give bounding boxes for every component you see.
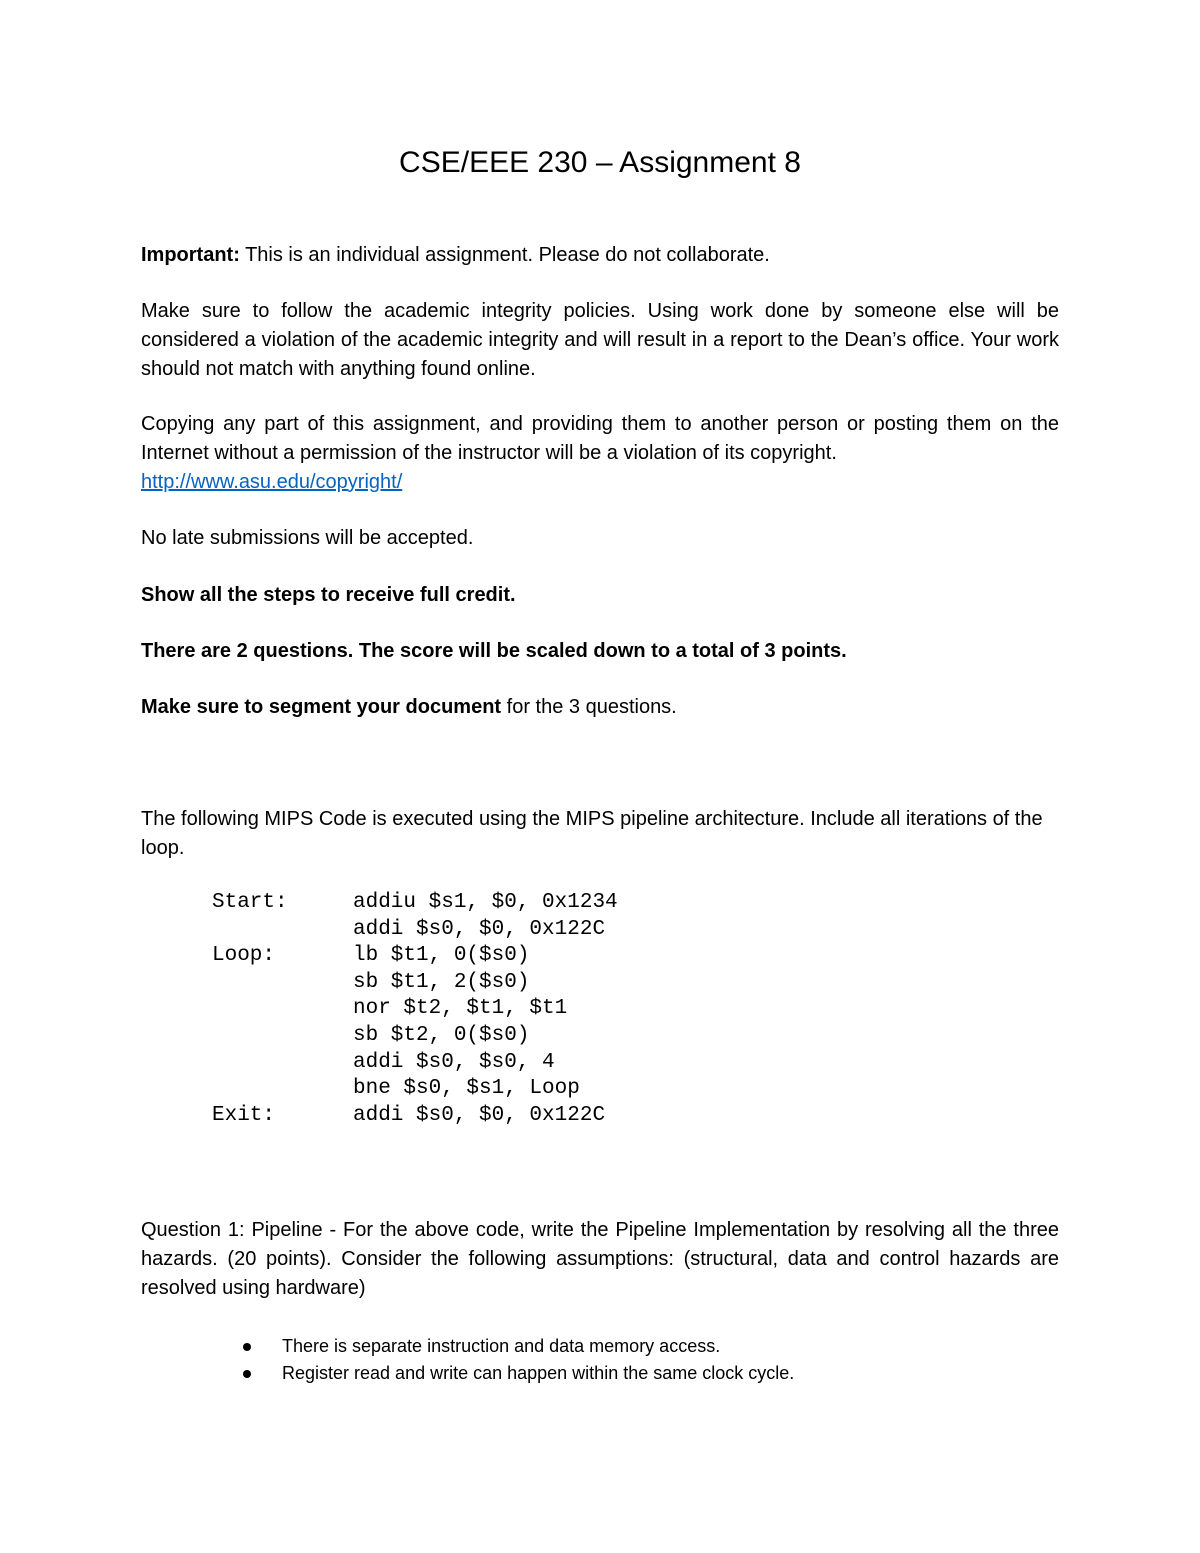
- code-label: Start:: [212, 891, 288, 914]
- code-line: [212, 1076, 618, 1103]
- segment-rest-text: for the 3 questions.: [501, 696, 677, 718]
- page-title: CSE/EEE 230 – Assignment 8: [399, 146, 801, 179]
- steps-note: Show all the steps to receive full credit.: [141, 584, 516, 606]
- code-instruction: bne $s0, $s1, Loop: [353, 1077, 580, 1101]
- code-instruction: addi $s0, $s0, 4: [353, 1050, 555, 1074]
- code-line: [212, 970, 618, 997]
- list-item: [237, 1333, 794, 1360]
- important-label: Important:: [141, 244, 240, 266]
- code-line: [212, 943, 618, 970]
- copyright-link[interactable]: http://www.asu.edu/copyright/: [141, 471, 403, 493]
- code-label: [212, 1023, 353, 1050]
- important-note: [141, 241, 1059, 270]
- code-instruction: sb $t1, 2($s0): [353, 970, 530, 994]
- code-instruction: addi $s0, $0, 0x122C: [353, 1103, 606, 1127]
- document-page: [141, 0, 1059, 1553]
- assumption-text: There is separate instruction and data memory access.: [282, 1336, 721, 1356]
- segment-bold-text: Make sure to segment your document: [141, 696, 502, 718]
- code-line: [212, 1023, 618, 1050]
- code-instruction: nor $t2, $t1, $t1: [353, 997, 568, 1021]
- code-label: Exit:: [212, 1103, 276, 1127]
- mips-code-block: [212, 890, 618, 1129]
- code-label: [212, 1076, 353, 1103]
- code-line: [212, 1103, 618, 1130]
- questions-count-note: There are 2 questions. The score will be scaled down to a total of 3 points.: [141, 640, 847, 662]
- code-intro-paragraph: The following MIPS Code is executed using the MIPS pipeline architecture. Include all iterations of the loop.: [141, 808, 1043, 859]
- code-label: Loop:: [212, 944, 276, 968]
- segment-note: [141, 693, 1059, 722]
- bullet-icon: [243, 1343, 251, 1351]
- code-line: [212, 1050, 618, 1077]
- code-instruction: addi $s0, $0, 0x122C: [353, 917, 606, 941]
- code-line: [212, 917, 618, 944]
- assumptions-list: [237, 1333, 794, 1387]
- code-line: [212, 996, 618, 1023]
- code-instruction: lb $t1, 0($s0): [353, 944, 530, 968]
- integrity-paragraph: Make sure to follow the academic integrity policies. Using work done by someone else will be considered a violation of the academic integrity and will result in a report to the Dean’s office. Your work should not match with anything found online.: [141, 300, 1059, 380]
- code-label: [212, 917, 353, 944]
- code-instruction: sb $t2, 0($s0): [353, 1023, 530, 1047]
- question-1-paragraph: Question 1: Pipeline - For the above code, write the Pipeline Implementation by resolving all the three hazards. (20 points). Consider the following assumptions: (structural, data and control hazards are resolved using hardware): [141, 1219, 1059, 1299]
- code-line: [212, 890, 618, 917]
- assumption-text: Register read and write can happen within the same clock cycle.: [282, 1363, 795, 1383]
- list-item: [237, 1360, 794, 1387]
- code-instruction: addiu $s1, $0, 0x1234: [353, 891, 618, 914]
- code-label: [212, 970, 353, 997]
- code-label: [212, 1050, 353, 1077]
- bullet-icon: [243, 1370, 251, 1378]
- copyright-paragraph: [141, 410, 1059, 497]
- code-label: [212, 996, 353, 1023]
- important-text: This is an individual assignment. Please do not collaborate.: [239, 244, 770, 266]
- late-submission-note: No late submissions will be accepted.: [141, 527, 474, 549]
- copyright-text: Copying any part of this assignment, and providing them to another person or posting them on the Internet without a permission of the instructor will be a violation of its copyright.: [141, 413, 1059, 464]
